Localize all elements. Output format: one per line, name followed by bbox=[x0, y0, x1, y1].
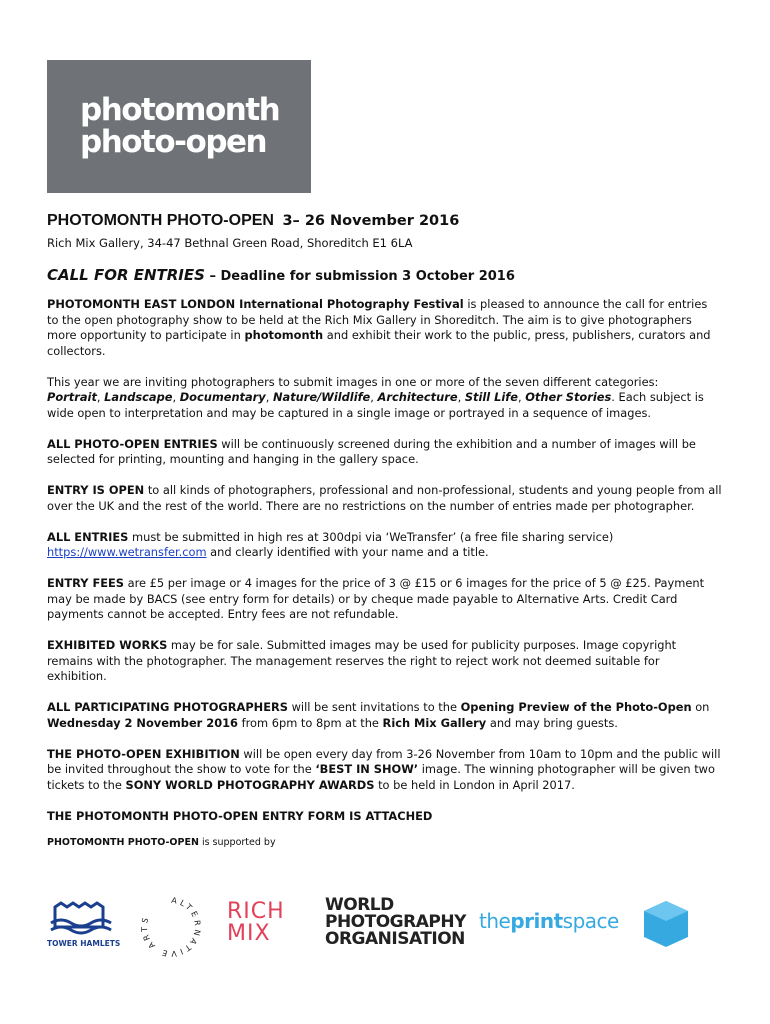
submission-text: must be submitted in high res at 300dpi via ‘WeTransfer’ (a free file sharing service) bbox=[128, 529, 614, 544]
preview-bold-2: Wednesday 2 November 2016 bbox=[47, 715, 238, 730]
wetransfer-link[interactable]: https://www.wetransfer.com bbox=[47, 545, 207, 559]
preview-bold-1: Opening Preview of the Photo-Open bbox=[460, 700, 692, 714]
screening-lead: ALL PHOTO-OPEN ENTRIES bbox=[47, 436, 218, 451]
preview-text-4: and may bring guests. bbox=[486, 715, 618, 730]
alternative-arts-logo bbox=[139, 895, 203, 963]
supporters-line bbox=[47, 837, 722, 848]
eligibility-lead: ENTRY IS OPEN bbox=[47, 483, 145, 497]
sep: , bbox=[96, 390, 105, 404]
entry-form-notice: THE PHOTOMONTH PHOTO-OPEN ENTRY FORM IS ATTACHED bbox=[47, 808, 433, 823]
call-label: CALL FOR ENTRIES bbox=[47, 266, 205, 284]
venue-address: Rich Mix Gallery, 34-47 Bethnal Green Road, Shoreditch E1 6LA bbox=[47, 236, 413, 250]
eligibility-paragraph bbox=[47, 483, 722, 514]
call-for-entries-heading bbox=[47, 266, 722, 284]
sep: , bbox=[370, 390, 378, 404]
tower-hamlets-label: TOWER HAMLETS bbox=[47, 939, 121, 948]
intro-lead: PHOTOMONTH EAST LONDON International Photography Festival bbox=[47, 297, 464, 311]
title-dates: 3– 26 November 2016 bbox=[282, 213, 460, 229]
intro-text-2: and exhibit their work to the public, press, publishers, curators and collectors. bbox=[47, 328, 711, 358]
logo-text bbox=[80, 94, 279, 158]
preview-bold-3: Rich Mix Gallery bbox=[382, 715, 487, 730]
eligibility-text: to all kinds of photographers, professional and non-professional, students and young people from all over the UK and the rest of the world. There are no restrictions on the number of entries made per photographer. bbox=[47, 483, 722, 513]
sep: , bbox=[517, 390, 526, 404]
intro-bold: photomonth bbox=[244, 328, 324, 342]
works-text: may be for sale. Submitted images may be used for publicity purposes. Image copyright remains with the photographer. The management reserves the right to reject work not deemed suitable for exhibition. bbox=[47, 638, 677, 683]
exhibition-lead: THE PHOTO-OPEN EXHIBITION bbox=[47, 746, 240, 761]
photomonth-logo bbox=[47, 60, 311, 193]
category-landscape: Landscape bbox=[104, 390, 173, 404]
fees-text: are £5 per image or 4 images for the price of 3 @ £15 or 6 images for the price of 5 @ £25. Payment may be made by BACS (see entry form for details) or by cheque made payable to Alternative Arts. Credit Card payments cannot be accepted. Entry fees are not refundable. bbox=[47, 576, 705, 621]
sep: , bbox=[457, 390, 465, 404]
preview-text-3: from 6pm to 8pm at the bbox=[237, 715, 383, 730]
preview-paragraph bbox=[47, 700, 722, 731]
sponsor-logos bbox=[47, 895, 707, 959]
the-print-space-logo bbox=[479, 909, 619, 933]
exhibition-text-1: will be open every day from 3-26 November from 10am to 10pm and the public will be invited throughout the show to vote for the bbox=[47, 746, 721, 776]
sep: , bbox=[172, 390, 180, 404]
rich-mix-line-1: RICH bbox=[227, 899, 285, 924]
exhibition-bold-2: SONY WORLD PHOTOGRAPHY AWARDS bbox=[125, 777, 375, 792]
works-lead: EXHIBITED WORKS bbox=[47, 638, 168, 652]
logo-line-1: photomonth bbox=[80, 92, 280, 128]
category-portrait: Portrait bbox=[47, 390, 97, 404]
intro-text-1: is pleased to announce the call for entries to the open photography show to be held at the Rich Mix Gallery in Shoreditch. The aim is to give photographers more opportunity to participate in bbox=[47, 297, 708, 342]
submission-lead: ALL ENTRIES bbox=[47, 529, 129, 544]
preview-text-2: on bbox=[691, 700, 710, 714]
categories-intro: This year we are inviting photographers to submit images in one or more of the seven different categories: bbox=[47, 374, 659, 389]
preview-text-1: will be sent invitations to the bbox=[287, 700, 461, 714]
fees-lead: ENTRY FEES bbox=[47, 576, 124, 590]
world-photography-organisation-logo bbox=[325, 897, 466, 948]
print-space-cube-logo bbox=[641, 899, 691, 953]
fees-paragraph bbox=[47, 576, 722, 623]
deadline-text: – Deadline for submission 3 October 2016 bbox=[204, 269, 515, 284]
submission-paragraph bbox=[47, 530, 722, 561]
screening-text: will be continuously screened during the exhibition and a number of images will be selected for printing, mounting and hanging in the gallery space. bbox=[47, 436, 696, 466]
exhibition-text-2: image. The winning photographer will be given two tickets to the bbox=[47, 762, 715, 792]
wpo-line-2: PHOTOGRAPHY bbox=[325, 912, 466, 932]
document-body bbox=[47, 212, 722, 848]
tps-part-3: space bbox=[562, 909, 619, 933]
works-paragraph bbox=[47, 638, 722, 685]
preview-lead: ALL PARTICIPATING PHOTOGRAPHERS bbox=[47, 700, 288, 714]
intro-paragraph bbox=[47, 297, 722, 359]
category-other-stories: Other Stories bbox=[525, 390, 612, 404]
submission-text-2: and clearly identified with your name and a title. bbox=[206, 545, 489, 559]
wpo-line-3: ORGANISATION bbox=[325, 929, 465, 949]
logo-line-2: photo-open bbox=[80, 124, 267, 160]
cube-icon bbox=[641, 899, 691, 949]
categories-paragraph bbox=[47, 375, 722, 422]
supporters-lead: PHOTOMONTH PHOTO-OPEN bbox=[47, 836, 199, 848]
tps-part-2: print bbox=[510, 909, 563, 933]
wpo-line-1: WORLD bbox=[325, 895, 394, 915]
rich-mix-line-2: MIX bbox=[227, 921, 271, 946]
supporters-text: is supported by bbox=[198, 836, 276, 848]
tower-hamlets-logo bbox=[47, 899, 121, 948]
category-documentary: Documentary bbox=[179, 390, 266, 404]
screening-paragraph bbox=[47, 437, 722, 468]
category-nature: Nature/Wildlife bbox=[272, 390, 371, 404]
alternative-arts-text: ALTERNATIVE ARTS bbox=[139, 895, 203, 959]
category-architecture: Architecture bbox=[377, 390, 458, 404]
svg-text:ALTERNATIVE ARTS bbox=[140, 896, 202, 958]
exhibition-paragraph bbox=[47, 747, 722, 794]
sep: , bbox=[265, 390, 273, 404]
exhibition-bold-1: ‘BEST IN SHOW’ bbox=[315, 762, 419, 776]
title-text: PHOTOMONTH PHOTO-OPEN bbox=[47, 212, 274, 229]
category-still-life: Still Life bbox=[464, 390, 518, 404]
tps-part-1: the bbox=[479, 909, 511, 933]
exhibition-text-3: to be held in London in April 2017. bbox=[374, 777, 575, 792]
alternative-arts-icon bbox=[139, 895, 203, 959]
tower-hamlets-icon bbox=[47, 899, 113, 937]
rich-mix-logo bbox=[227, 901, 285, 945]
categories-outro: . Each subject is wide open to interpretation and may be captured in a single image or portrayed in a sequence of images. bbox=[47, 390, 704, 420]
page-title bbox=[47, 212, 722, 230]
